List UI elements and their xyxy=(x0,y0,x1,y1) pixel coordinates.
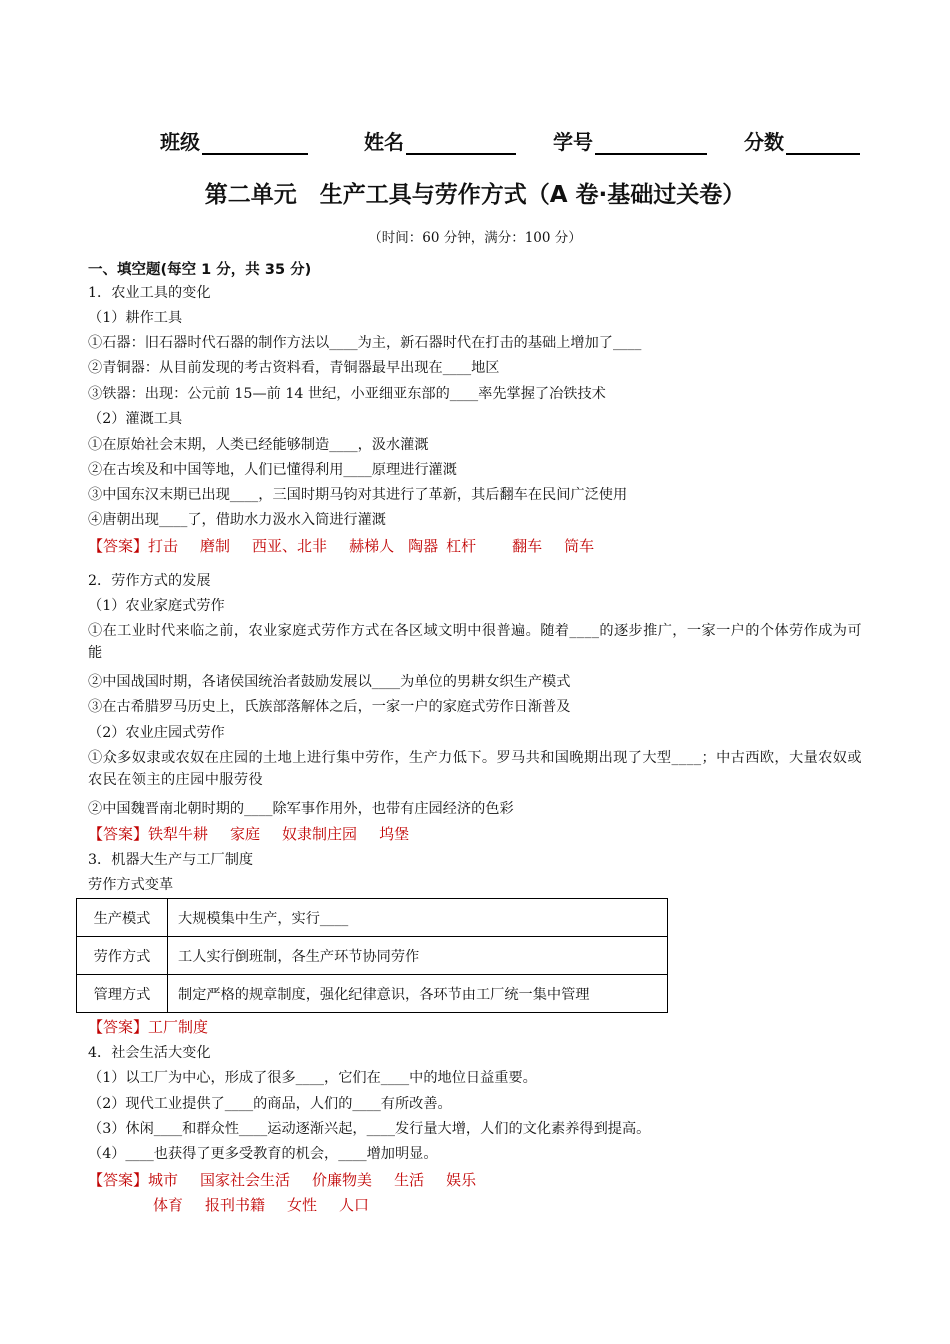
class-field xyxy=(160,126,308,155)
class-label: 班级 xyxy=(160,130,200,154)
answer-item: 陶器 xyxy=(408,537,439,555)
answer-item: 铁犁牛耕 xyxy=(148,825,209,843)
table-cell-key: 劳作方式 xyxy=(77,937,168,975)
question-line: ③在古希腊罗马历史上，氏族部落解体之后，一家一户的家庭式劳作日渐普及 xyxy=(88,699,571,715)
class-blank[interactable] xyxy=(202,131,308,155)
question-line: ③铁器：出现：公元前 15—前 14 世纪，小亚细亚东部的____率先掌握了冶铁技术 xyxy=(88,386,606,402)
answer-item: 女性 xyxy=(287,1196,318,1214)
table-cell-value: 工人实行倒班制，各生产环节协同劳作 xyxy=(168,937,668,975)
subheading: （1）农业家庭式劳作 xyxy=(88,598,225,614)
answer-item: 磨制 xyxy=(200,537,231,555)
answer-item: 筒车 xyxy=(564,537,595,555)
answer-line xyxy=(88,535,616,557)
answer-item: 奴隶制庄园 xyxy=(282,825,358,843)
question-line: ①在原始社会末期，人类已经能够制造____，汲水灌溉 xyxy=(88,437,429,453)
answer-item: 打击 xyxy=(148,537,179,555)
table-cell-key: 生产模式 xyxy=(77,899,168,937)
question-title: 3．机器大生产与工厂制度 xyxy=(88,852,254,868)
student-id-field xyxy=(553,126,707,155)
answer-item: 体育 xyxy=(153,1196,184,1214)
name-field xyxy=(364,126,516,155)
answer-item: 生活 xyxy=(394,1171,425,1189)
answer-item: 赫梯人 xyxy=(349,537,395,555)
answer-item: 杠杆 xyxy=(446,537,477,555)
student-id-label: 学号 xyxy=(553,130,593,154)
answer-item: 工厂制度 xyxy=(148,1018,209,1036)
question-title: 1．农业工具的变化 xyxy=(88,285,211,301)
name-label: 姓名 xyxy=(364,130,404,154)
question-line: （3）休闲____和群众性____运动逐渐兴起，____发行量大增，人们的文化素养得到提高。 xyxy=(88,1121,651,1137)
subheading: （1）耕作工具 xyxy=(88,310,183,326)
answer-item: 城市 xyxy=(148,1171,179,1189)
score-field xyxy=(744,126,860,155)
question-line: ②中国魏晋南北朝时期的____除军事作用外，也带有庄园经济的色彩 xyxy=(88,801,514,817)
question-line: （2）现代工业提供了____的商品，人们的____有所改善。 xyxy=(88,1096,452,1112)
subheading: （2）灌溉工具 xyxy=(88,411,183,427)
table-cell-value: 大规模集中生产，实行____ xyxy=(168,899,668,937)
question-line: ③中国东汉末期已出现____，三国时期马钧对其进行了革新，其后翻车在民间广泛使用 xyxy=(88,487,628,503)
table-row xyxy=(77,899,668,937)
answer-item: 坞堡 xyxy=(379,825,410,843)
table-row xyxy=(77,975,668,1013)
question-line: ②青铜器：从目前发现的考古资料看，青铜器最早出现在____地区 xyxy=(88,360,500,376)
question-line: ②在古埃及和中国等地，人们已懂得利用____原理进行灌溉 xyxy=(88,462,457,478)
answer-line xyxy=(88,1016,230,1038)
answer-item: 国家社会生活 xyxy=(200,1171,291,1189)
answer-tag: 【答案】 xyxy=(88,1171,149,1189)
question-line: ④唐朝出现____了，借助水力汲水入筒进行灌溉 xyxy=(88,512,386,528)
answer-item: 价廉物美 xyxy=(312,1171,373,1189)
answer-item: 家庭 xyxy=(230,825,261,843)
page-title: 第二单元 生产工具与劳作方式（A 卷·基础过关卷） xyxy=(204,182,746,208)
score-blank[interactable] xyxy=(786,131,860,155)
labor-mode-table xyxy=(76,898,668,1013)
answer-tag: 【答案】 xyxy=(88,825,149,843)
answer-item: 西亚、北非 xyxy=(252,537,328,555)
question-title: 4．社会生活大变化 xyxy=(88,1045,211,1061)
answer-line xyxy=(153,1194,391,1216)
section-heading: 一、填空题(每空 1 分，共 35 分) xyxy=(88,262,312,278)
answer-item: 娱乐 xyxy=(446,1171,477,1189)
answer-item: 翻车 xyxy=(512,537,543,555)
table-cell-value: 制定严格的规章制度，强化纪律意识，各环节由工厂统一集中管理 xyxy=(168,975,668,1013)
answer-item: 人口 xyxy=(339,1196,370,1214)
exam-meta: （时间：60 分钟，满分：100 分） xyxy=(368,230,582,246)
answer-item: 报刊书籍 xyxy=(205,1196,266,1214)
table-cell-key: 管理方式 xyxy=(77,975,168,1013)
question-line: ①石器：旧石器时代石器的制作方法以____为主，新石器时代在打击的基础上增加了____ xyxy=(88,335,642,351)
student-info-header xyxy=(160,126,870,160)
question-line: （4）____也获得了更多受教育的机会，____增加明显。 xyxy=(88,1146,438,1162)
answer-line xyxy=(88,823,431,845)
question-title: 2．劳作方式的发展 xyxy=(88,573,211,589)
score-label: 分数 xyxy=(744,130,784,154)
subheading: （2）农业庄园式劳作 xyxy=(88,725,225,741)
answer-line xyxy=(88,1169,498,1191)
question-line: ①在工业时代来临之前，农业家庭式劳作方式在各区域文明中很普遍。随着____的逐步推广，一家一户的个体劳作成为可能 xyxy=(88,623,862,661)
question-line: ②中国战国时期，各诸侯国统治者鼓励发展以____为单位的男耕女织生产模式 xyxy=(88,674,571,690)
student-id-blank[interactable] xyxy=(595,131,707,155)
question-line: ①众多奴隶或农奴在庄园的土地上进行集中劳作，生产力低下。罗马共和国晚期出现了大型____；中古西欧，大量农奴或农民在领主的庄园中服劳役 xyxy=(88,750,862,788)
table-caption: 劳作方式变革 xyxy=(88,877,174,893)
answer-tag: 【答案】 xyxy=(88,537,149,555)
question-line: （1）以工厂为中心，形成了很多____，它们在____中的地位日益重要。 xyxy=(88,1070,537,1086)
answer-tag: 【答案】 xyxy=(88,1018,149,1036)
name-blank[interactable] xyxy=(406,131,516,155)
table-row xyxy=(77,937,668,975)
